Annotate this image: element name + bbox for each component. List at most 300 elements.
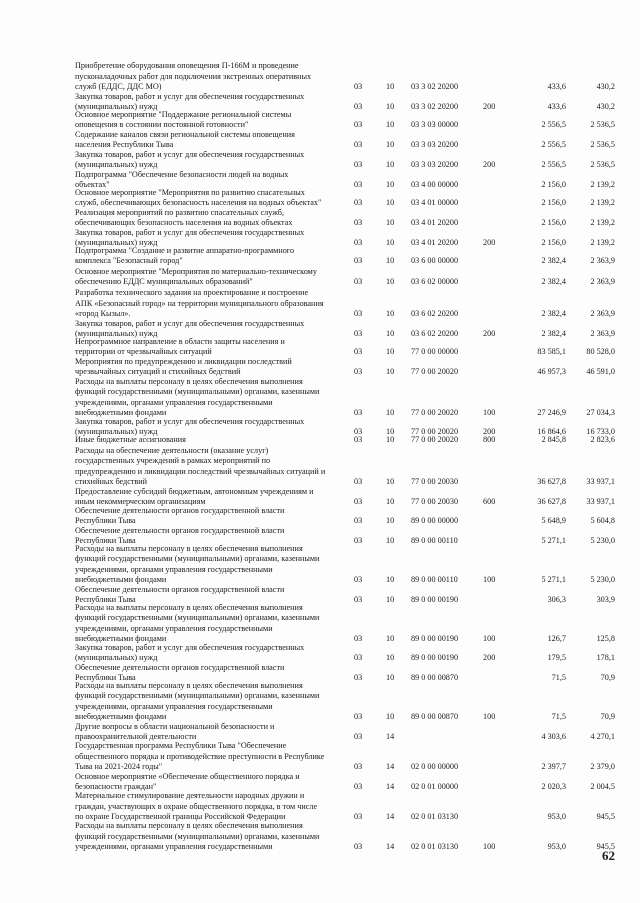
description-line: учреждениями, органами управления государственными <box>75 564 273 574</box>
subsection-code: 10 <box>386 515 395 525</box>
row-description <box>75 544 340 585</box>
amount-executed: 16 733,0 <box>586 426 615 436</box>
amount-executed: 70,9 <box>600 672 615 682</box>
section-code: 03 <box>354 407 363 417</box>
row-description <box>75 506 340 526</box>
description-line: Обеспечение деятельности органов государственной власти <box>75 662 285 672</box>
description-line: внебюджетными фондами <box>75 407 167 417</box>
description-line: Закупка товаров, работ и услуг для обеспечения государственных <box>75 318 305 328</box>
description-line: «город Кызыл». <box>75 308 131 318</box>
amount-executed: 125,8 <box>596 633 615 643</box>
table-row <box>0 585 640 605</box>
description-line: (муниципальных) нужд <box>75 328 158 338</box>
table-row <box>0 288 640 319</box>
row-description <box>75 288 340 319</box>
subsection-code: 10 <box>386 308 395 318</box>
description-line: Республики Тыва <box>75 535 136 545</box>
row-description <box>75 681 340 722</box>
section-code: 03 <box>354 761 363 771</box>
description-line: внебюджетными фондами <box>75 574 167 584</box>
description-line: (муниципальных) нужд <box>75 652 158 662</box>
description-line: оповещения в состоянии постоянной готовности" <box>75 119 249 129</box>
description-line: обеспечению ЕДДС муниципальных образований" <box>75 276 253 286</box>
amount-executed: 2 139,2 <box>590 237 615 247</box>
target-item-code: 03 3 02 20200 <box>411 101 459 111</box>
amount-planned: 2 382,4 <box>541 328 566 338</box>
description-line: Мероприятия по предупреждению и ликвидации последствий <box>75 356 292 366</box>
row-description <box>75 110 340 130</box>
row-description <box>75 722 340 742</box>
target-item-code: 03 6 00 00000 <box>411 255 459 265</box>
amount-planned: 433,6 <box>547 101 566 111</box>
subsection-code: 10 <box>386 217 395 227</box>
description-line: учреждениями, органами управления государственными <box>75 623 273 633</box>
description-line: учреждениями, органами управления государственными <box>75 701 273 711</box>
subsection-code: 10 <box>386 594 395 604</box>
target-item-code: 03 4 01 00000 <box>411 197 459 207</box>
table-row <box>0 150 640 170</box>
row-description <box>75 150 340 170</box>
description-line: (муниципальных) нужд <box>75 426 158 436</box>
description-line: Обеспечение деятельности органов государственной власти <box>75 505 285 515</box>
description-line: чрезвычайных ситуаций и стихийных бедствий <box>75 366 241 376</box>
expense-type-code: 100 <box>483 574 496 584</box>
amount-executed: 2 363,9 <box>590 328 615 338</box>
target-item-code: 03 6 02 20200 <box>411 308 459 318</box>
amount-executed: 2 363,9 <box>590 276 615 286</box>
target-item-code: 03 4 00 00000 <box>411 179 459 189</box>
row-description <box>75 130 340 150</box>
table-row <box>0 722 640 742</box>
table-row <box>0 487 640 507</box>
amount-planned: 2 556,5 <box>541 159 566 169</box>
target-item-code: 89 0 00 00110 <box>411 535 458 545</box>
amount-planned: 126,7 <box>547 633 566 643</box>
description-line: предупреждению и ликвидации последствий чрезвычайных ситуаций и <box>75 466 326 476</box>
description-line: Государственная программа Республики Тыва "Обеспечение <box>75 741 287 751</box>
subsection-code: 10 <box>386 101 395 111</box>
section-code: 03 <box>354 781 363 791</box>
target-item-code: 77 0 00 20020 <box>411 366 459 376</box>
description-line: иным некоммерческим организациям <box>75 496 206 506</box>
description-line: Закупка товаров, работ и услуг для обеспечения государственных <box>75 416 305 426</box>
amount-executed: 5 604,8 <box>590 515 615 525</box>
expense-type-code: 200 <box>483 426 496 436</box>
subsection-code: 10 <box>386 328 395 338</box>
amount-planned: 36 627,8 <box>537 476 566 486</box>
target-item-code: 77 0 00 00000 <box>411 346 459 356</box>
amount-planned: 2 156,0 <box>541 179 566 189</box>
table-row <box>0 791 640 822</box>
description-line: Основное мероприятие "Мероприятия по материально-техническому <box>75 266 317 276</box>
row-description <box>75 246 340 266</box>
table-row <box>0 357 640 377</box>
amount-executed: 2 536,5 <box>590 159 615 169</box>
target-item-code: 03 4 01 20200 <box>411 217 459 227</box>
target-item-code: 77 0 00 20030 <box>411 476 459 486</box>
row-description <box>75 487 340 507</box>
amount-planned: 5 271,1 <box>541 535 566 545</box>
section-code: 03 <box>354 179 363 189</box>
description-line: Подпрограмма "Обеспечение безопасности людей на водных <box>75 169 289 179</box>
description-line: Закупка товаров, работ и услуг для обеспечения государственных <box>75 91 305 101</box>
amount-planned: 179,5 <box>547 652 566 662</box>
target-item-code: 89 0 00 00190 <box>411 594 459 604</box>
table-row <box>0 435 640 445</box>
section-code: 03 <box>354 139 363 149</box>
amount-executed: 2 536,5 <box>590 139 615 149</box>
table-row <box>0 526 640 546</box>
target-item-code: 77 0 00 20020 <box>411 407 459 417</box>
row-description <box>75 663 340 683</box>
amount-planned: 953,0 <box>547 841 566 851</box>
target-item-code: 03 6 02 20200 <box>411 328 459 338</box>
amount-planned: 2 397,7 <box>541 761 566 771</box>
amount-planned: 2 382,4 <box>541 308 566 318</box>
amount-executed: 46 591,0 <box>586 366 615 376</box>
target-item-code: 03 3 02 20200 <box>411 81 459 91</box>
amount-executed: 2 139,2 <box>590 217 615 227</box>
amount-planned: 71,5 <box>551 672 566 682</box>
amount-planned: 2 382,4 <box>541 276 566 286</box>
amount-executed: 945,5 <box>596 811 615 821</box>
description-line: комплекса "Безопасный город" <box>75 255 183 265</box>
description-line: функций государственными (муниципальными) органами, казенными <box>75 691 320 701</box>
subsection-code: 10 <box>386 366 395 376</box>
expense-type-code: 800 <box>483 434 496 444</box>
amount-executed: 2 139,2 <box>590 197 615 207</box>
description-line: учреждениями, органами управления государственными <box>75 841 273 851</box>
expense-type-code: 200 <box>483 159 496 169</box>
section-code: 03 <box>354 731 363 741</box>
target-item-code: 89 0 00 00110 <box>411 574 458 584</box>
target-item-code: 03 4 01 20200 <box>411 237 459 247</box>
amount-planned: 36 627,8 <box>537 496 566 506</box>
description-line: Содержание каналов связи региональной системы оповещения <box>75 129 295 139</box>
description-line: Реализация мероприятий по развитию спасательных служб, <box>75 207 284 217</box>
target-item-code: 03 6 02 00000 <box>411 276 459 286</box>
subsection-code: 10 <box>386 237 395 247</box>
amount-executed: 303,9 <box>596 594 615 604</box>
section-code: 03 <box>354 346 363 356</box>
row-description <box>75 446 340 487</box>
row-description <box>75 337 340 357</box>
amount-executed: 5 230,0 <box>590 535 615 545</box>
description-line: АПК «Безопасный город» на территории муниципального образования <box>75 298 324 308</box>
description-line: правоохранительной деятельности <box>75 731 197 741</box>
section-code: 03 <box>354 594 363 604</box>
description-line: Расходы на выплаты персоналу в целях обеспечения выполнения <box>75 821 303 831</box>
subsection-code: 10 <box>386 426 395 436</box>
amount-planned: 2 556,5 <box>541 139 566 149</box>
subsection-code: 10 <box>386 255 395 265</box>
section-code: 03 <box>354 276 363 286</box>
subsection-code: 14 <box>386 811 395 821</box>
expense-type-code: 100 <box>483 711 496 721</box>
row-description <box>75 791 340 822</box>
description-line: Расходы на выплаты персоналу в целях обеспечения выполнения <box>75 377 303 387</box>
amount-planned: 71,5 <box>551 711 566 721</box>
amount-planned: 2 156,0 <box>541 197 566 207</box>
amount-executed: 2 363,9 <box>590 308 615 318</box>
subsection-code: 10 <box>386 139 395 149</box>
table-row <box>0 377 640 418</box>
expense-type-code: 600 <box>483 496 496 506</box>
target-item-code: 77 0 00 20020 <box>411 426 459 436</box>
section-code: 03 <box>354 535 363 545</box>
row-description <box>75 741 340 772</box>
description-line: Расходы на выплаты персоналу в целях обеспечения выполнения <box>75 603 303 613</box>
section-code: 03 <box>354 633 363 643</box>
section-code: 03 <box>354 434 363 444</box>
amount-planned: 2 556,5 <box>541 119 566 129</box>
expense-type-code: 200 <box>483 328 496 338</box>
description-line: Закупка товаров, работ и услуг для обеспечения государственных <box>75 642 305 652</box>
section-code: 03 <box>354 328 363 338</box>
subsection-code: 10 <box>386 535 395 545</box>
description-line: территории от чрезвычайных ситуаций <box>75 346 212 356</box>
amount-planned: 2 156,0 <box>541 217 566 227</box>
row-description <box>75 267 340 287</box>
description-line: стихийных бедствий <box>75 476 148 486</box>
description-line: Обеспечение деятельности органов государственной власти <box>75 584 285 594</box>
amount-planned: 5 648,9 <box>541 515 566 525</box>
target-item-code: 03 3 03 00000 <box>411 119 459 129</box>
subsection-code: 14 <box>386 781 395 791</box>
description-line: функций государственными (муниципальными) органами, казенными <box>75 613 320 623</box>
table-row <box>0 208 640 228</box>
description-line: граждан, участвующих в охране общественного порядка, в том числе <box>75 801 318 811</box>
amount-planned: 2 156,0 <box>541 237 566 247</box>
description-line: (муниципальных) нужд <box>75 159 158 169</box>
amount-executed: 27 034,3 <box>586 407 615 417</box>
section-code: 03 <box>354 711 363 721</box>
description-line: пусконаладочных работ для подключения экстренных оперативных <box>75 71 312 81</box>
target-item-code: 89 0 00 00870 <box>411 711 459 721</box>
subsection-code: 10 <box>386 197 395 207</box>
row-description <box>75 603 340 644</box>
subsection-code: 10 <box>386 81 395 91</box>
subsection-code: 14 <box>386 731 395 741</box>
table-row <box>0 506 640 526</box>
table-row <box>0 544 640 585</box>
description-line: по охране Государственной границы Российской Федерации <box>75 811 286 821</box>
amount-planned: 953,0 <box>547 811 566 821</box>
description-line: (муниципальных) нужд <box>75 237 158 247</box>
target-item-code: 02 0 00 00000 <box>411 761 459 771</box>
section-code: 03 <box>354 426 363 436</box>
subsection-code: 10 <box>386 476 395 486</box>
page-number: 62 <box>602 848 615 863</box>
amount-planned: 2 845,8 <box>541 434 566 444</box>
amount-planned: 5 271,1 <box>541 574 566 584</box>
row-description <box>75 377 340 418</box>
table-row <box>0 643 640 663</box>
description-line: Расходы на обеспечение деятельности (оказание услуг) <box>75 446 269 456</box>
description-line: общественного порядка и противодействие преступности в Республике <box>75 751 325 761</box>
subsection-code: 10 <box>386 672 395 682</box>
description-line: Подпрограмма "Создание и развитие аппаратно-программного <box>75 245 295 255</box>
amount-executed: 5 230,0 <box>590 574 615 584</box>
target-item-code: 89 0 00 00190 <box>411 633 459 643</box>
section-code: 03 <box>354 841 363 851</box>
expense-type-code: 200 <box>483 101 496 111</box>
description-line: населения Республики Тыва <box>75 139 174 149</box>
subsection-code: 10 <box>386 652 395 662</box>
description-line: Расходы на выплаты персоналу в целях обеспечения выполнения <box>75 681 303 691</box>
description-line: функций государственными (муниципальными) органами, казенными <box>75 554 320 564</box>
amount-planned: 46 957,3 <box>537 366 566 376</box>
amount-executed: 70,9 <box>600 711 615 721</box>
section-code: 03 <box>354 159 363 169</box>
amount-executed: 33 937,1 <box>586 496 615 506</box>
description-line: (муниципальных) нужд <box>75 101 158 111</box>
table-row <box>0 110 640 130</box>
description-line: Материальное стимулирование деятельности народных дружин и <box>75 791 305 801</box>
amount-executed: 4 270,1 <box>590 731 615 741</box>
row-description <box>75 772 340 792</box>
description-line: Иные бюджетные ассигнования <box>75 434 186 444</box>
subsection-code: 10 <box>386 159 395 169</box>
description-line: Республики Тыва <box>75 594 136 604</box>
table-row <box>0 772 640 792</box>
table-row <box>0 603 640 644</box>
target-item-code: 03 3 03 20200 <box>411 159 459 169</box>
description-line: Основное мероприятие «Обеспечение общественного порядка и <box>75 771 300 781</box>
row-description <box>75 585 340 605</box>
row-description <box>75 188 340 208</box>
table-row <box>0 188 640 208</box>
amount-executed: 2 379,0 <box>590 761 615 771</box>
section-code: 03 <box>354 197 363 207</box>
row-description <box>75 526 340 546</box>
description-line: Разработка технического задания на проектирование и построение <box>75 288 309 298</box>
expense-type-code: 100 <box>483 633 496 643</box>
description-line: объектах" <box>75 179 110 189</box>
amount-planned: 27 246,9 <box>537 407 566 417</box>
section-code: 03 <box>354 255 363 265</box>
description-line: Закупка товаров, работ и услуг для обеспечения государственных <box>75 149 305 159</box>
section-code: 03 <box>354 81 363 91</box>
target-item-code: 02 0 01 00000 <box>411 781 459 791</box>
section-code: 03 <box>354 496 363 506</box>
subsection-code: 10 <box>386 346 395 356</box>
description-line: Предоставление субсидий бюджетным, автономным учреждениям и <box>75 486 314 496</box>
section-code: 03 <box>354 119 363 129</box>
description-line: учреждениями, органами управления государственными <box>75 397 273 407</box>
section-code: 03 <box>354 672 363 682</box>
subsection-code: 10 <box>386 496 395 506</box>
description-line: внебюджетными фондами <box>75 633 167 643</box>
section-code: 03 <box>354 515 363 525</box>
row-description <box>75 61 340 92</box>
target-item-code: 89 0 00 00000 <box>411 515 459 525</box>
subsection-code: 10 <box>386 434 395 444</box>
description-line: Основное мероприятие "Мероприятия по развитию спасательных <box>75 187 305 197</box>
table-row <box>0 337 640 357</box>
description-line: Непрограммное направление в области защиты населения и <box>75 336 285 346</box>
target-item-code: 03 3 03 20200 <box>411 139 459 149</box>
table-row <box>0 61 640 92</box>
subsection-code: 10 <box>386 711 395 721</box>
table-row <box>0 741 640 772</box>
description-line: государственных учреждений в рамках мероприятий по <box>75 456 271 466</box>
expense-type-code: 200 <box>483 237 496 247</box>
expense-type-code: 100 <box>483 841 496 851</box>
target-item-code: 77 0 00 20030 <box>411 496 459 506</box>
subsection-code: 10 <box>386 407 395 417</box>
table-row <box>0 130 640 150</box>
subsection-code: 14 <box>386 761 395 771</box>
description-line: Тыва на 2021-2024 годы" <box>75 761 163 771</box>
amount-executed: 2 536,5 <box>590 119 615 129</box>
amount-planned: 2 382,4 <box>541 255 566 265</box>
section-code: 03 <box>354 217 363 227</box>
description-line: Основное мероприятие "Поддержание региональной системы <box>75 109 292 119</box>
section-code: 03 <box>354 476 363 486</box>
description-line: Закупка товаров, работ и услуг для обеспечения государственных <box>75 227 305 237</box>
description-line: Республики Тыва <box>75 672 136 682</box>
table-row <box>0 821 640 852</box>
amount-executed: 80 528,0 <box>586 346 615 356</box>
row-description <box>75 208 340 228</box>
amount-executed: 2 363,9 <box>590 255 615 265</box>
subsection-code: 10 <box>386 179 395 189</box>
description-line: безопасности граждан" <box>75 781 157 791</box>
amount-planned: 16 864,6 <box>537 426 566 436</box>
target-item-code: 89 0 00 00190 <box>411 652 459 662</box>
description-line: функций государственными (муниципальными) органами, казенными <box>75 831 320 841</box>
amount-planned: 306,3 <box>547 594 566 604</box>
section-code: 03 <box>354 101 363 111</box>
table-row <box>0 246 640 266</box>
subsection-code: 10 <box>386 574 395 584</box>
amount-planned: 83 585,1 <box>537 346 566 356</box>
table-row <box>0 663 640 683</box>
target-item-code: 02 0 01 03130 <box>411 841 459 851</box>
amount-executed: 33 937,1 <box>586 476 615 486</box>
table-row <box>0 446 640 487</box>
description-line: внебюджетными фондами <box>75 711 167 721</box>
target-item-code: 02 0 01 03130 <box>411 811 459 821</box>
expense-type-code: 100 <box>483 407 496 417</box>
amount-executed: 430,2 <box>596 101 615 111</box>
amount-executed: 430,2 <box>596 81 615 91</box>
section-code: 03 <box>354 652 363 662</box>
table-row <box>0 267 640 287</box>
subsection-code: 10 <box>386 633 395 643</box>
description-line: служб (ЕДДС, ДДС МО) <box>75 81 162 91</box>
row-description <box>75 435 340 445</box>
description-line: Другие вопросы в области национальной безопасности и <box>75 721 275 731</box>
amount-executed: 178,1 <box>596 652 615 662</box>
target-item-code: 77 0 00 20020 <box>411 434 459 444</box>
description-line: Республики Тыва <box>75 515 136 525</box>
description-line: Приобретение оборудования оповещения П-166М и проведение <box>75 61 299 71</box>
row-description <box>75 643 340 663</box>
expense-type-code: 200 <box>483 652 496 662</box>
amount-executed: 2 823,6 <box>590 434 615 444</box>
subsection-code: 10 <box>386 276 395 286</box>
amount-planned: 2 020,3 <box>541 781 566 791</box>
subsection-code: 10 <box>386 119 395 129</box>
amount-planned: 433,6 <box>547 81 566 91</box>
amount-planned: 4 303,6 <box>541 731 566 741</box>
target-item-code: 89 0 00 00870 <box>411 672 459 682</box>
section-code: 03 <box>354 308 363 318</box>
section-code: 03 <box>354 366 363 376</box>
section-code: 03 <box>354 811 363 821</box>
